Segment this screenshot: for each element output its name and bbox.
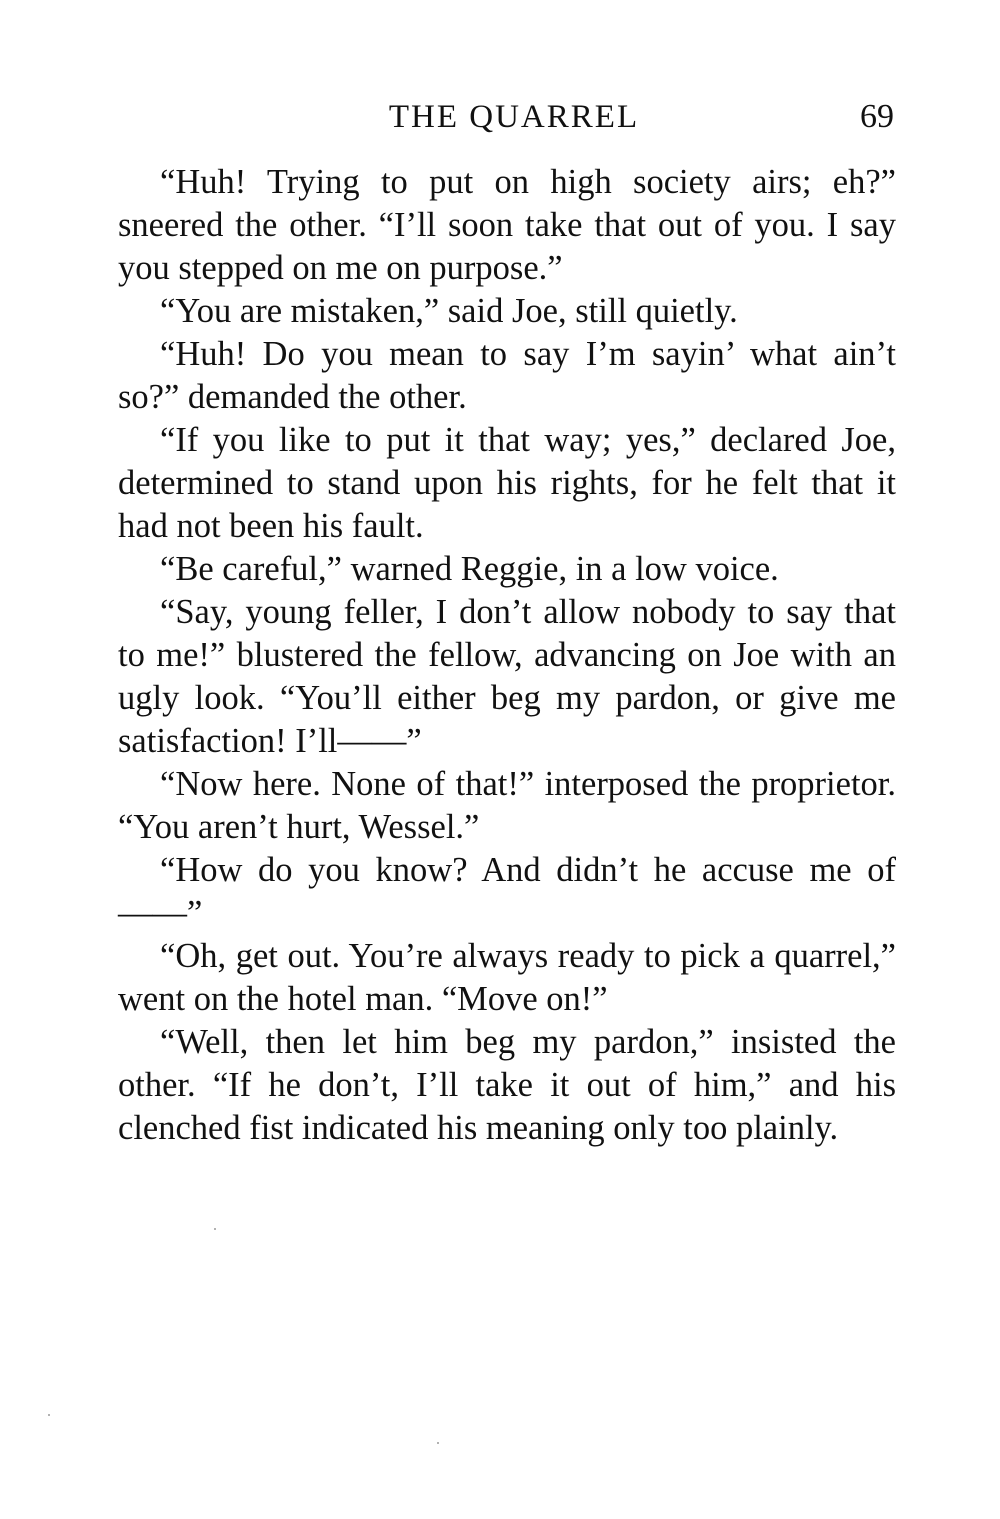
paragraph: “Huh! Trying to put on high society airs; eh?” sneered the other. “I’ll soon take that out of you. I say you stepped on me on purpose.” [118,163,896,287]
paragraph: “You are mistaken,” said Joe, still quietly. [160,292,738,330]
paragraph: “Well, then let him beg my pardon,” insisted the other. “If he don’t, I’ll take it out of him,” and his clenched fist indicated his meaning only too plainly. [118,1023,896,1147]
paragraph: “Be careful,” warned Reggie, in a low voice. [160,550,779,588]
scan-speck [48,1414,50,1416]
paragraph: “How do you know? And didn’t he accuse me of——” [118,851,896,932]
scan-speck [214,1228,216,1230]
body-text [118,161,896,1150]
running-title: THE QUARREL [388,99,640,135]
paragraph: “Now here. None of that!” interposed the proprietor. “You aren’t hurt, Wessel.” [118,765,896,846]
page-number: 69 [860,98,894,135]
paragraph: “If you like to put it that way; yes,” declared Joe, determined to stand upon his rights, for he felt that it had not been his fault. [118,421,896,545]
paragraph: “Huh! Do you mean to say I’m sayin’ what ain’t so?” demanded the other. [118,335,896,416]
paragraph: “Oh, get out. You’re always ready to pick a quarrel,” went on the hotel man. “Move on!” [118,937,896,1018]
scan-speck [437,1442,439,1444]
paragraph: “Say, young feller, I don’t allow nobody to say that to me!” blustered the fellow, advancing on Joe with an ugly look. “You’ll either beg my pardon, or give me satisfaction! I’ll——” [118,593,896,760]
running-head [118,92,896,142]
